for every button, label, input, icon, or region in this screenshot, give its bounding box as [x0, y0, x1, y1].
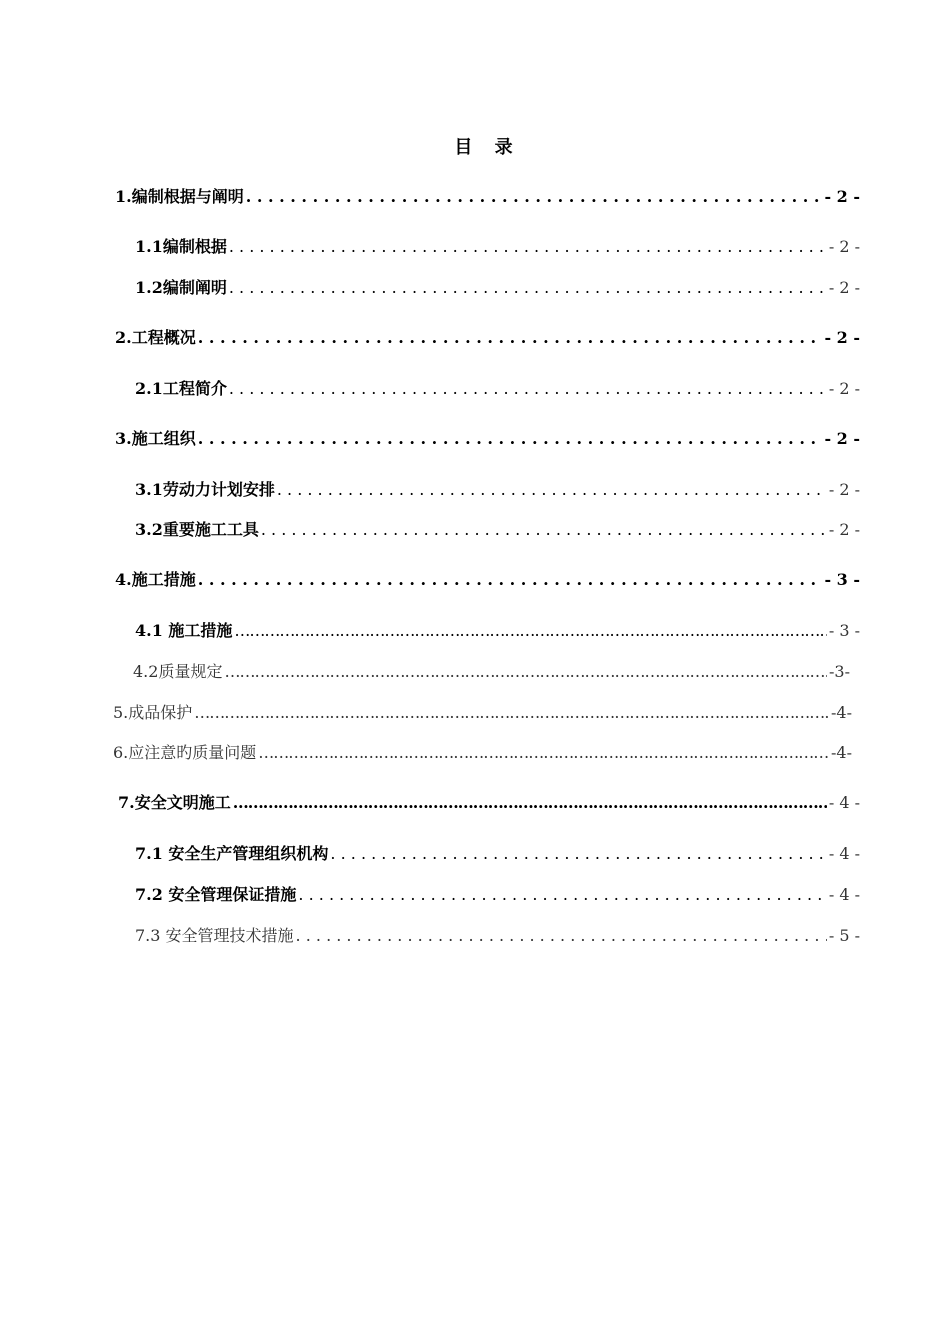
dot-leader	[198, 428, 823, 450]
dot-leader	[229, 236, 827, 258]
toc-entry-page: - 2 -	[828, 237, 860, 256]
toc-entry-page: -3-	[829, 662, 850, 681]
dot-leader	[234, 620, 826, 642]
dot-leader	[258, 742, 829, 764]
toc-entry-7[interactable]	[118, 792, 860, 814]
toc-entry-label: 3.施工组织	[115, 429, 196, 448]
toc-entry-label: 7.3 安全管理技术措施	[135, 926, 294, 945]
toc-entry-label: 3.1劳动力计划安排	[135, 480, 275, 499]
toc-entry-label: 3.2重要施工工具	[135, 520, 259, 539]
toc-entry-page: - 2 -	[828, 379, 860, 398]
dot-leader	[229, 277, 827, 299]
dot-leader	[246, 186, 823, 208]
toc-entry-1-1[interactable]	[135, 236, 860, 258]
toc-entry-label: 1.编制根据与阐明	[115, 187, 244, 206]
toc-entry-label: 4.1 施工措施	[135, 621, 233, 640]
toc-entry-label: 4.施工措施	[115, 570, 196, 589]
toc-entry-3[interactable]	[115, 428, 860, 450]
toc-entry-2-1[interactable]	[135, 378, 860, 400]
toc-entry-label: 6.应注意旳质量问题	[113, 743, 257, 762]
toc-entry-6[interactable]	[113, 742, 852, 764]
toc-entry-7-3[interactable]	[135, 925, 860, 947]
toc-entry-page: - 2 -	[828, 480, 860, 499]
dot-leader	[277, 479, 827, 501]
toc-entry-label: 7.1 安全生产管理组织机构	[135, 844, 329, 863]
toc-entry-label: 1.1编制根据	[135, 237, 227, 256]
dot-leader	[296, 925, 827, 947]
toc-entry-label: 7.安全文明施工	[118, 793, 231, 812]
toc-entry-page: - 4 -	[828, 844, 860, 863]
toc-entry-page: - 3 -	[828, 621, 860, 640]
toc-entry-label: 2.工程概况	[115, 328, 196, 347]
toc-entry-page: - 2 -	[824, 429, 860, 448]
toc-entry-page: - 2 -	[824, 187, 860, 206]
dot-leader	[233, 792, 827, 814]
toc-entry-3-1[interactable]	[135, 479, 860, 501]
toc-entry-2[interactable]	[115, 327, 860, 349]
dot-leader	[224, 661, 827, 683]
toc-entry-label: 7.2 安全管理保证措施	[135, 885, 297, 904]
toc-entry-5[interactable]	[113, 702, 852, 724]
toc-entry-label: 5.成品保护	[113, 703, 193, 722]
toc-entry-page: - 5 -	[828, 926, 860, 945]
toc-entry-4[interactable]	[115, 569, 860, 591]
toc-entry-label: 2.1工程简介	[135, 379, 227, 398]
toc-entry-3-2[interactable]	[135, 519, 860, 541]
toc-entry-page: - 4 -	[828, 793, 860, 812]
dot-leader	[229, 378, 827, 400]
toc-entry-label: 4.2质量规定	[133, 662, 223, 681]
toc-entry-label: 1.2编制阐明	[135, 278, 227, 297]
toc-title: 目 录	[454, 137, 521, 158]
toc-entry-7-1[interactable]	[135, 843, 860, 865]
dot-leader	[198, 327, 823, 349]
toc-entry-4-2[interactable]	[133, 661, 850, 683]
dot-leader	[330, 843, 826, 865]
toc-entry-page: -4-	[831, 743, 852, 762]
toc-entry-4-1[interactable]	[135, 620, 860, 642]
toc-entry-page: - 2 -	[824, 328, 860, 347]
dot-leader	[194, 702, 829, 724]
toc-entry-1[interactable]	[115, 186, 860, 208]
toc-entry-page: - 2 -	[828, 520, 860, 539]
toc-entry-page: - 3 -	[824, 570, 860, 589]
dot-leader	[298, 884, 826, 906]
toc-entry-page: - 2 -	[828, 278, 860, 297]
dot-leader	[261, 519, 827, 541]
toc-entry-page: - 4 -	[828, 885, 860, 904]
toc-entry-1-2[interactable]	[135, 277, 860, 299]
toc-entry-7-2[interactable]	[135, 884, 860, 906]
dot-leader	[198, 569, 823, 591]
toc-entry-page: -4-	[831, 703, 852, 722]
